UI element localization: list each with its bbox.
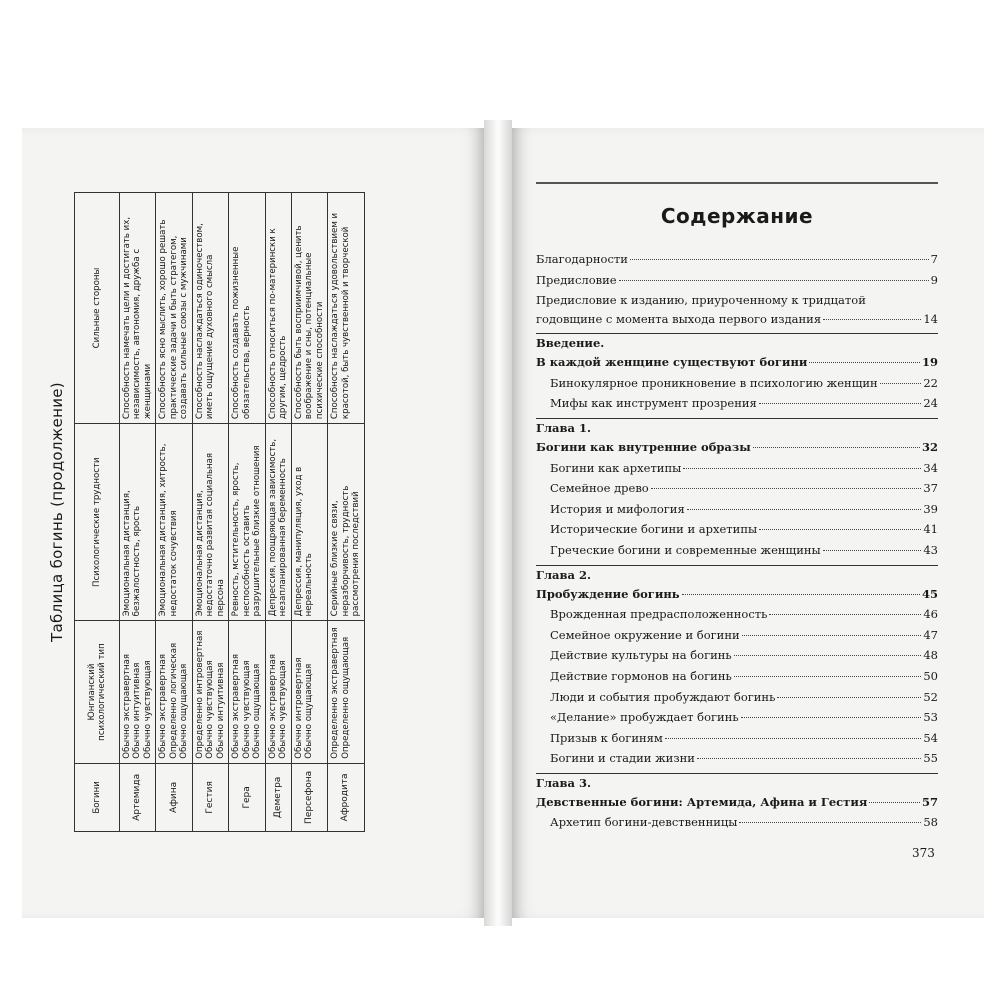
toc-page-number: 54 [923, 730, 938, 745]
dot-leader [753, 447, 920, 448]
dot-leader [769, 614, 921, 615]
goddess-name-cell: Персефона [291, 763, 327, 831]
toc-entry-title: Мифы как инструмент прозрения [550, 396, 757, 411]
psych-type-cell: Обычно экстравертная Определенно логическая Обычно ощущающая [156, 621, 192, 763]
dot-leader [741, 717, 922, 718]
dot-leader [759, 529, 921, 530]
psych-type-cell: Определенно экстравертная Определенно ощущающая [328, 621, 364, 763]
toc-page-number: 32 [921, 439, 938, 454]
goddess-table [74, 192, 365, 832]
dot-leader [734, 676, 922, 677]
strengths-cell: Способность создавать пожизненные обязательства, верность [229, 193, 265, 424]
top-rule [536, 182, 938, 184]
dot-leader [823, 550, 922, 551]
header-strengths: Сильные стороны [75, 193, 120, 424]
toc-entry[interactable] [536, 481, 938, 502]
toc-entry[interactable] [536, 815, 938, 836]
toc-entry-title: Благодарности [536, 252, 628, 266]
table-row [328, 193, 364, 832]
dot-leader [739, 822, 921, 823]
book-gutter [484, 120, 512, 926]
dot-leader [880, 383, 922, 384]
toc-page-number: 9 [930, 272, 938, 287]
toc-entry[interactable] [536, 690, 938, 711]
toc-page-number: 53 [923, 710, 938, 725]
strengths-cell: Способность намечать цели и достигать их, независимость, автономия, дружба с женщинами [120, 193, 156, 424]
page-title: Содержание [660, 204, 814, 228]
goddess-name-cell: Афродита [328, 763, 364, 831]
toc-entry-title-line1: Предисловие к изданию, приуроченному к тридцатой [536, 293, 866, 308]
toc-entry-title: Действие гормонов на богинь [550, 668, 732, 683]
toc-entry-title: Семейное древо [550, 481, 649, 496]
chapter-divider [536, 418, 938, 419]
dot-leader [823, 319, 921, 320]
toc-entry-title: Пробуждение богинь [536, 586, 680, 601]
header-type: Юнгианский психологический тип [75, 621, 120, 763]
difficulties-cell: Эмоциональная дистанция, хитрость, недостаток сочувствия [156, 424, 192, 621]
goddess-name-cell: Гера [229, 763, 265, 831]
table-row [229, 193, 265, 832]
dot-leader [809, 362, 920, 363]
table-row [192, 193, 228, 832]
table-row [156, 193, 192, 832]
goddess-table-region [44, 192, 414, 832]
toc-entry-title: Предисловие [536, 272, 617, 287]
strengths-cell: Способность быть восприимчивой, ценить воображение и сны, потенциальные психические способности [291, 193, 327, 424]
toc-page-number: 7 [930, 252, 938, 266]
page-number: 373 [912, 846, 935, 860]
dot-leader [687, 509, 922, 510]
dot-leader [630, 259, 929, 260]
goddess-name-cell: Гестия [192, 763, 228, 831]
difficulties-cell: Серийные близкие связи, неразборчивость, трудность рассмотрения последствий [328, 424, 364, 621]
toc-entry-title: История и мифология [550, 501, 685, 516]
dot-leader [742, 635, 922, 636]
toc-entry[interactable] [536, 587, 938, 608]
toc-entry-title: Греческие богини и современные женщины [550, 542, 821, 557]
dot-leader [619, 280, 929, 281]
toc-entry[interactable] [536, 648, 938, 669]
toc-entry-title: Исторические богини и архетипы [550, 522, 758, 537]
table-row [265, 193, 291, 832]
toc-entry[interactable] [536, 502, 938, 523]
strengths-cell: Способность относиться по-матерински к другим, щедрость [265, 193, 291, 424]
table-row [120, 193, 156, 832]
table-row [291, 193, 327, 832]
toc-entry[interactable] [536, 522, 938, 543]
toc-entry[interactable] [536, 795, 938, 816]
toc-entry-title: Богини как внутренние образы [536, 439, 751, 454]
toc-page-number: 34 [923, 460, 938, 475]
toc-page-number: 46 [923, 607, 938, 622]
chapter-heading: Глава 1. [536, 420, 591, 435]
dot-leader [651, 488, 922, 489]
chapter-divider [536, 565, 938, 566]
toc-entry[interactable] [536, 669, 938, 690]
toc-entry-title: Архетип богини-девственницы [550, 815, 738, 830]
toc-entry[interactable] [536, 543, 938, 564]
toc-entry-title: В каждой женщине существуют богини [536, 355, 808, 370]
chapter-heading: Введение. [536, 336, 605, 351]
toc-page-number: 19 [921, 355, 938, 370]
toc-entry[interactable] [536, 461, 938, 482]
chapter-divider [536, 773, 938, 774]
toc-entry-title: «Делание» пробуждает богинь [550, 710, 739, 725]
toc-page-number: 50 [923, 668, 938, 683]
psych-type-cell: Обычно экстравертная Обычно интуитивная Обычно чувствующая [120, 621, 156, 763]
toc-page-number: 43 [923, 542, 938, 557]
toc-entry-title: Призыв к богиням [550, 730, 663, 745]
table-title: Таблица богинь (продолжение) [48, 382, 66, 642]
strengths-cell: Способность ясно мыслить, хорошо решать практические задачи и быть стратегом, создавать сильные союзы с мужчинами [156, 193, 192, 424]
toc-page-number: 52 [923, 689, 938, 704]
toc-page-number: 57 [921, 794, 938, 809]
strengths-cell: Способность наслаждаться удовольствием и красотой, быть чувственной и творческой [328, 193, 364, 424]
toc-page-number: 55 [923, 751, 938, 766]
dot-leader [869, 802, 920, 803]
dot-leader [683, 468, 921, 469]
goddess-name-cell: Деметра [265, 763, 291, 831]
toc-entry[interactable] [536, 710, 938, 731]
toc-entry[interactable] [536, 396, 938, 417]
goddess-name-cell: Артемида [120, 763, 156, 831]
toc-page-number: 39 [923, 501, 938, 516]
table-header-row [75, 193, 120, 832]
difficulties-cell: Депрессия, поощряющая зависимость, незапланированная беременность [265, 424, 291, 621]
toc-entry-title: Врожденная предрасположенность [550, 607, 768, 622]
psych-type-cell: Обычно экстравертная Обычно чувствующая [265, 621, 291, 763]
difficulties-cell: Эмоциональная дистанция, безжалостность, ярость [120, 424, 156, 621]
toc-entry-title: Бинокулярное проникновение в психологию женщин [550, 375, 878, 390]
dot-leader [682, 594, 920, 595]
difficulties-cell: Ревность, мстительность, ярость, неспособность оставить разрушительные близкие отношения [229, 424, 265, 621]
toc-entry-title: Семейное окружение и богини [550, 627, 740, 642]
toc-entry[interactable] [536, 252, 938, 273]
psych-type-cell: Определенно интровертная Обычно чувствующая Обычно интуитивная [192, 621, 228, 763]
psych-type-cell: Обычно экстравертная Обычно чувствующая Обычно ощущающая [229, 621, 265, 763]
chapter-divider [536, 333, 938, 334]
dot-leader [697, 758, 921, 759]
dot-leader [734, 655, 922, 656]
toc-entry-title: Люди и события пробуждают богинь [550, 689, 776, 704]
toc-entry-title: Богини и стадии жизни [550, 751, 695, 766]
toc-entry[interactable] [536, 731, 938, 752]
toc-page-number: 58 [923, 815, 938, 830]
toc-entry[interactable] [536, 751, 938, 772]
toc-entry[interactable] [536, 628, 938, 649]
toc-page-number: 45 [921, 586, 938, 601]
toc-page-number: 48 [923, 648, 938, 663]
toc-page-number: 37 [923, 481, 938, 496]
toc-entry[interactable] [536, 376, 938, 397]
toc-page-number: 24 [923, 396, 938, 411]
dot-leader [777, 697, 921, 698]
toc-page-number: 41 [923, 522, 938, 537]
toc-entry[interactable] [536, 293, 938, 331]
toc-entry[interactable] [536, 440, 938, 461]
table-of-contents [536, 252, 938, 836]
toc-entry[interactable] [536, 273, 938, 294]
toc-entry-title-line2: годовщине с момента выхода первого издания [536, 312, 822, 327]
chapter-heading: Глава 3. [536, 775, 591, 790]
toc-page-number: 22 [923, 375, 938, 390]
difficulties-cell: Депрессия, манипуляция, уход в нереальность [291, 424, 327, 621]
psych-type-cell: Обычно интровертная Обычно ощущающая [291, 621, 327, 763]
toc-page-number: 14 [923, 312, 938, 327]
toc-entry-title: Богини как архетипы [550, 460, 682, 475]
toc-entry-title: Действие культуры на богинь [550, 648, 732, 663]
toc-entry-title: Девственные богини: Артемида, Афина и Гестия [536, 794, 868, 809]
header-goddess: Богини [75, 763, 120, 831]
toc-entry[interactable] [536, 355, 938, 376]
strengths-cell: Способность наслаждаться одиночеством, иметь ощущение духовного смысла [192, 193, 228, 424]
dot-leader [759, 403, 922, 404]
toc-page-number: 47 [923, 627, 938, 642]
dot-leader [665, 738, 922, 739]
chapter-heading: Глава 2. [536, 567, 591, 582]
goddess-name-cell: Афина [156, 763, 192, 831]
header-difficulties: Психологические трудности [75, 424, 120, 621]
toc-entry[interactable] [536, 607, 938, 628]
difficulties-cell: Эмоциональная дистанция, недостаточно развитая социальная персона [192, 424, 228, 621]
